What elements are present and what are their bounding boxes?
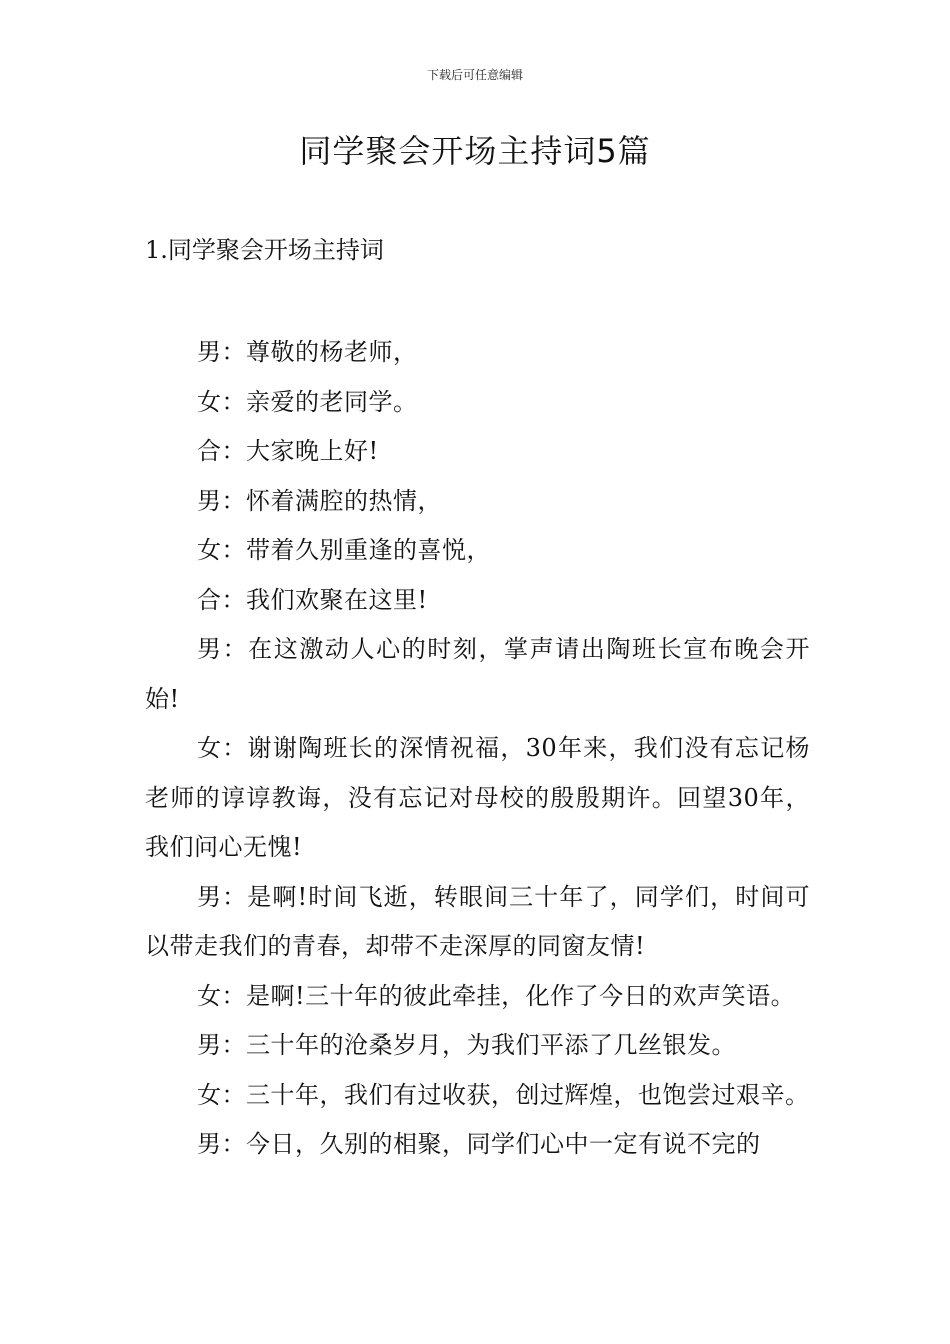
paragraph: 男：是啊!时间飞逝，转眼间三十年了，同学们，时间可以带走我们的青春，却带不走深厚的同窗友情! (145, 882, 810, 960)
body-text (145, 328, 810, 1170)
paragraph: 合：我们欢聚在这里! (197, 585, 428, 614)
paragraph: 男：今日，久别的相聚，同学们心中一定有说不完的 (197, 1130, 761, 1158)
paragraph: 女：谢谢陶班长的深情祝福，30年来，我们没有忘记杨老师的谆谆教诲，没有忘记对母校的殷殷期许。回望30年，我们问心无愧! (145, 734, 810, 861)
paragraph: 男：在这激动人心的时刻，掌声请出陶班长宣布晚会开始! (145, 635, 810, 713)
paragraph: 合：大家晚上好! (197, 437, 379, 465)
paragraph: 女：是啊!三十年的彼此牵挂，化作了今日的欢声笑语。 (197, 981, 796, 1010)
paragraph: 男：尊敬的杨老师， (197, 338, 418, 366)
paragraph: 男：怀着满腔的热情， (197, 486, 442, 515)
header-note: 下载后可任意编辑 (426, 68, 523, 82)
section-heading: 1.同学聚会开场主持词 (145, 236, 384, 264)
paragraph: 男：三十年的沧桑岁月，为我们平添了几丝银发。 (197, 1031, 736, 1059)
paragraph: 女：三十年，我们有过收获，创过辉煌，也饱尝过艰辛。 (197, 1080, 810, 1109)
paragraph: 女：带着久别重逢的喜悦， (197, 536, 491, 564)
document-title: 同学聚会开场主持词5篇 (299, 132, 651, 170)
paragraph: 女：亲爱的老同学。 (197, 387, 418, 416)
